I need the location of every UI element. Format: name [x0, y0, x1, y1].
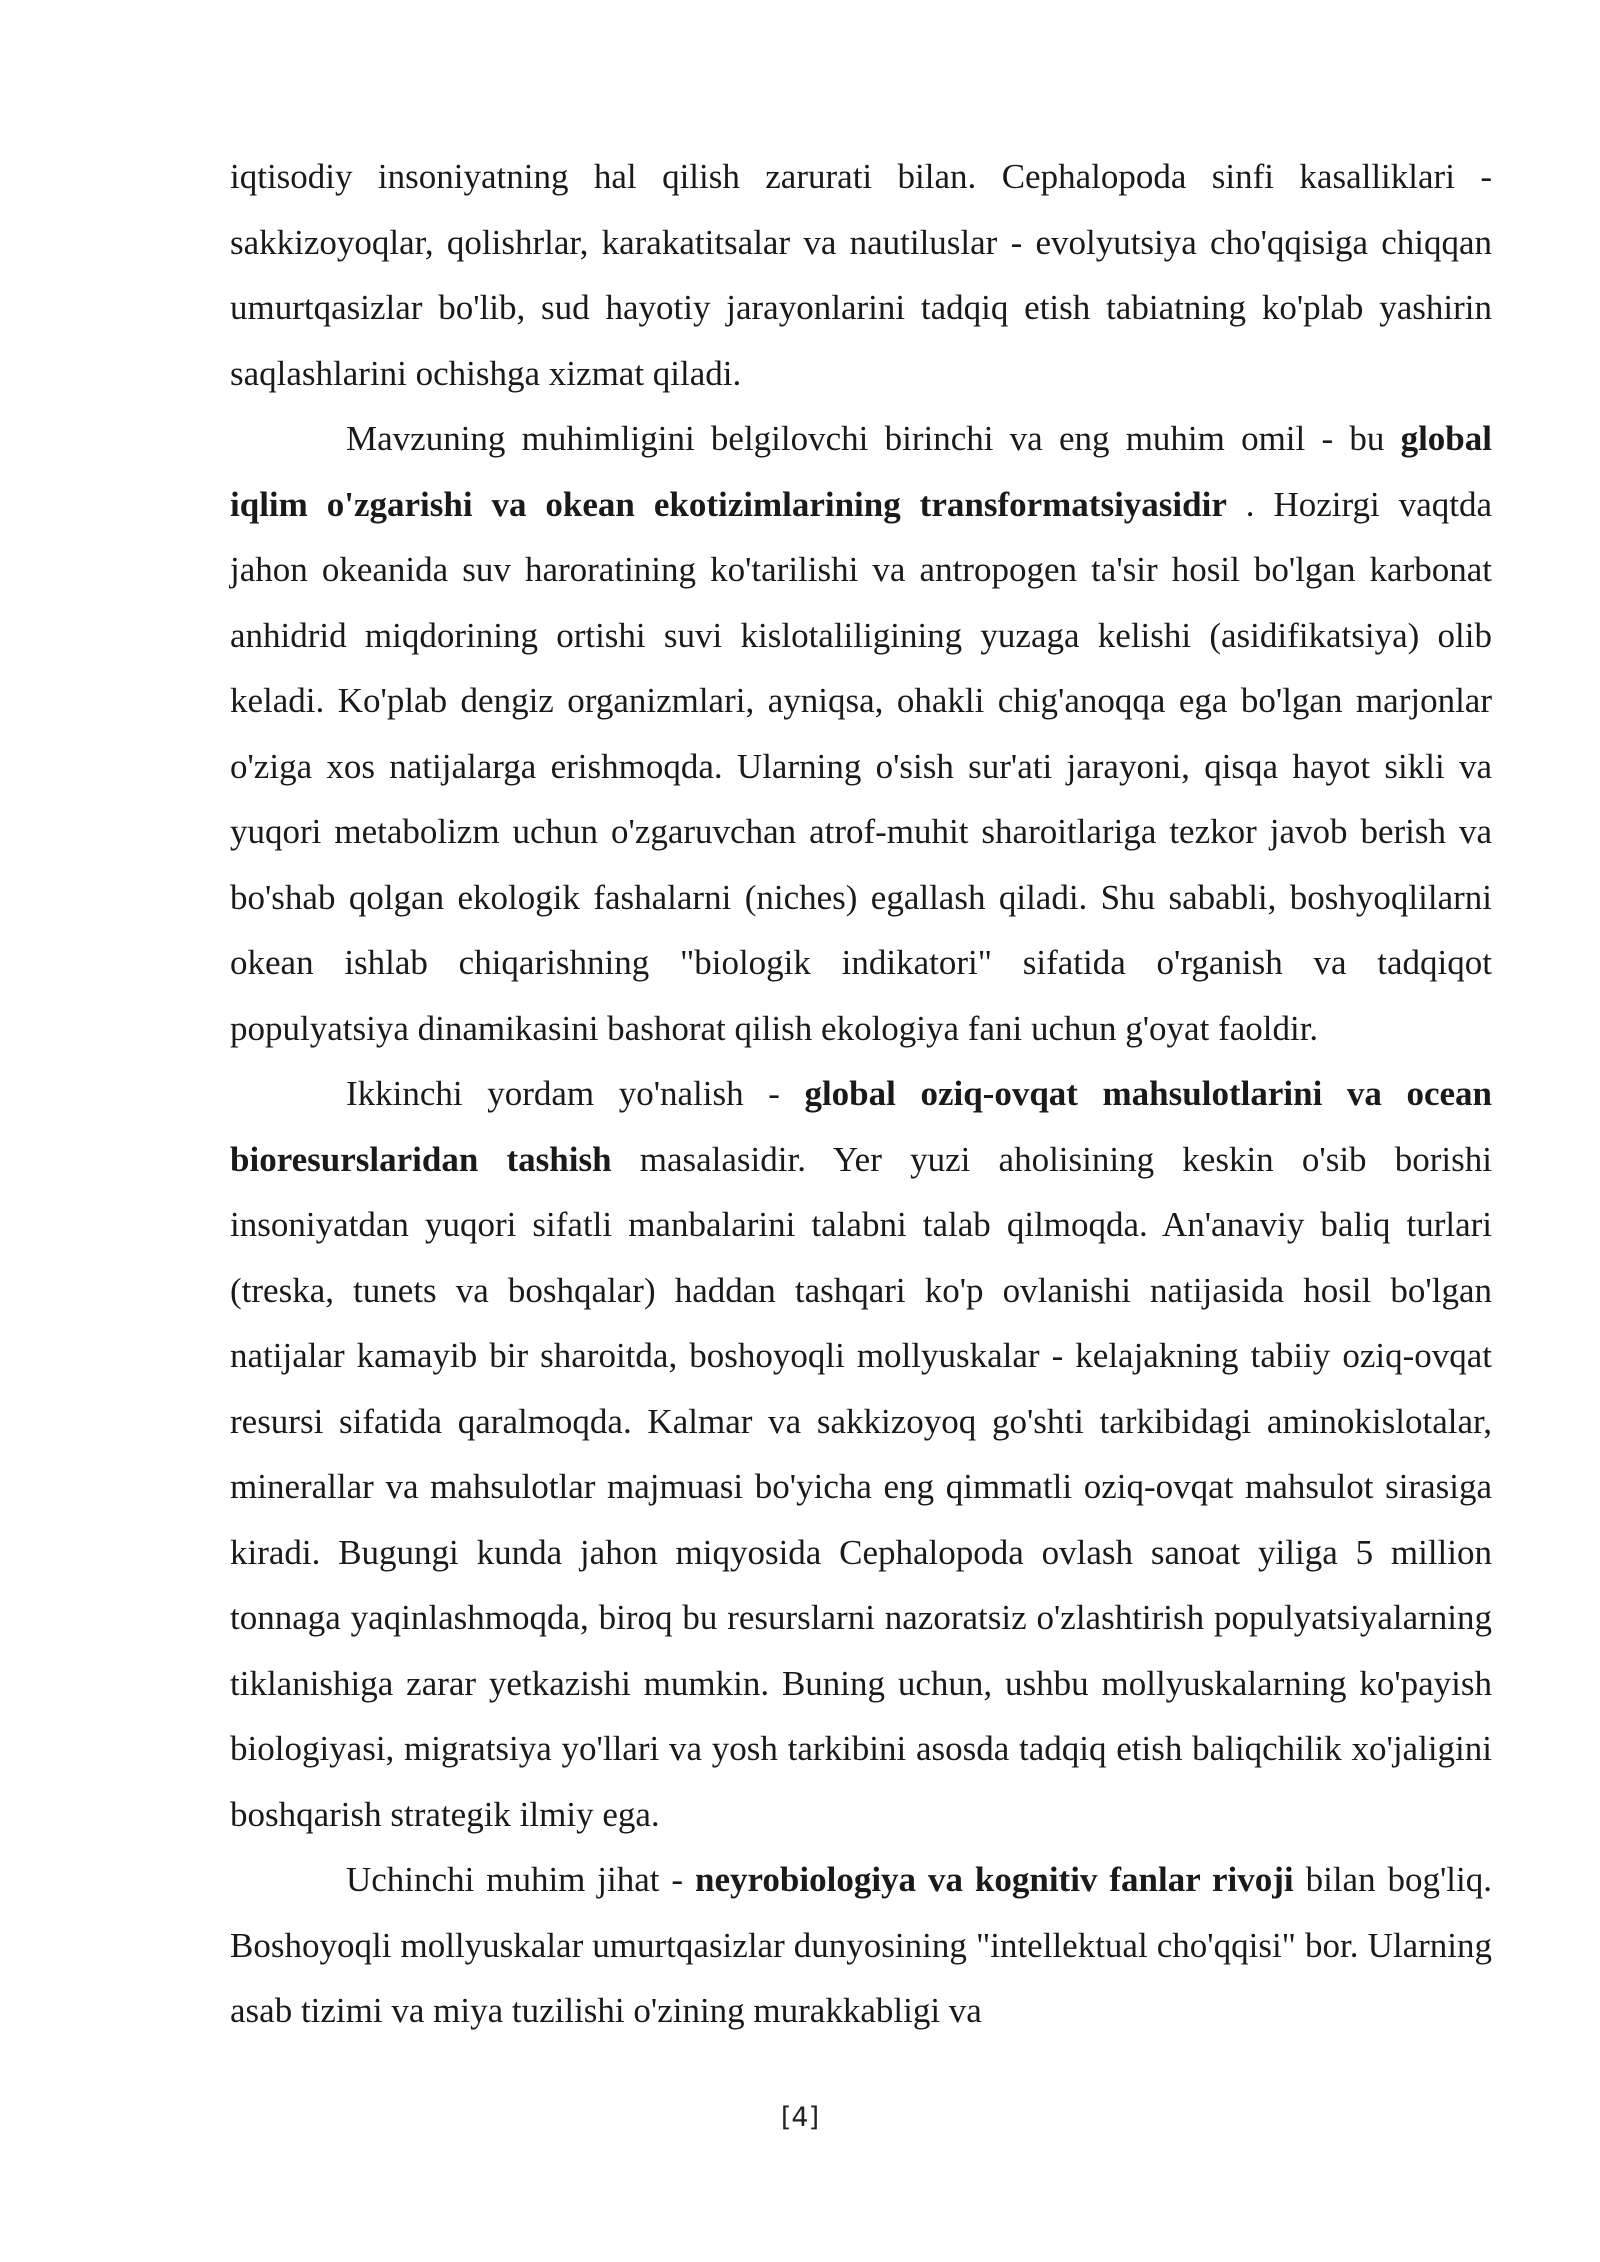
body-text	[230, 144, 1492, 2044]
paragraph-text: Ikkinchi yordam yo'nalish -	[346, 1074, 805, 1113]
emphasis-text: global iqlim o'zgarishi va okean ekotizimlarining transformatsiyasidir	[230, 419, 1492, 524]
emphasis-text: neyrobiologiya va kognitiv fanlar rivoji	[695, 1860, 1294, 1899]
paragraph-1	[230, 144, 1492, 406]
paragraph-text: masalasidir. Yer yuzi aholisining keskin o'sib borishi insoniyatdan yuqori sifatli manbalarini talabni talab qilmoqda. An'anaviy baliq turlari (treska, tunets va boshqalar) haddan tashqari ko'p ovlanishi natijasida hosil bo'lgan natijalar kamayib bir sharoitda, boshoyoqli mollyuskalar - kelajakning tabiiy oziq-ovqat resursi sifatida qaralmoqda. Kalmar va sakkizoyoq go'shti tarkibidagi aminokislotalar, minerallar va mahsulotlar majmuasi bo'yicha eng qimmatli oziq-ovqat mahsulot sirasiga kiradi. Bugungi kunda jahon miqyosida Cephalopoda ovlash sanoat yiliga 5 million tonnaga yaqinlashmoqda, biroq bu resurslarni nazoratsiz o'zlashtirish populyatsiyalarning tiklanishiga zarar yetkazishi mumkin. Buning uchun, ushbu mollyuskalarning ko'payish biologiyasi, migratsiya yo'llari va yosh tarkibini asosda tadqiq etish baliqchilik xo'jaligini boshqarish strategik ilmiy ega.	[230, 1139, 1492, 1834]
paragraph-text: iqtisodiy insoniyatning hal qilish zarurati bilan. Cephalopoda sinfi kasalliklari - sakkizoyoqlar, qolishrlar, karakatitsalar va nautiluslar - evolyutsiya cho'qqisiga chiqqan umurtqasizlar bo'lib, sud hayotiy jarayonlarini tadqiq etish tabiatning ko'plab yashirin saqlashlarini ochishga xizmat qiladi.	[230, 157, 1492, 393]
paragraph-2	[230, 406, 1492, 1061]
paragraph-text: bilan bog'liq. Boshoyoqli mollyuskalar umurtqasizlar dunyosining "intellektual cho'qqisi" bor. Ularning asab tizimi va miya tuzilishi o'zining murakkabligi va	[230, 1860, 1492, 2030]
paragraph-text: Uchinchi muhim jihat -	[346, 1860, 696, 1899]
paragraph-4	[230, 1847, 1492, 2044]
paragraph-text: Mavzuning muhimligini belgilovchi birinchi va eng muhim omil - bu	[346, 419, 1401, 458]
paragraph-3	[230, 1061, 1492, 1847]
page-number: [4]	[780, 2102, 820, 2133]
paragraph-text: . Hozirgi vaqtda jahon okeanida suv haroratining ko'tarilishi va antropogen ta'sir hosil bo'lgan karbonat anhidrid miqdorining ortishi suvi kislotaliligining yuzaga kelishi (asidifikatsiya) olib keladi. Ko'plab dengiz organizmlari, ayniqsa, ohakli chig'anoqqa ega bo'lgan marjonlar o'ziga xos natijalarga erishmoqda. Ularning o'sish sur'ati jarayoni, qisqa hayot sikli va yuqori metabolizm uchun o'zgaruvchan atrof-muhit sharoitlariga tezkor javob berish va bo'shab qolgan ekologik fashalarni (niches) egallash qiladi. Shu sababli, boshyoqlilarni okean ishlab chiqarishning "biologik indikatori" sifatida o'rganish va tadqiqot populyatsiya dinamikasini bashorat qilish ekologiya fani uchun g'oyat faoldir.	[230, 484, 1492, 1048]
emphasis-text: global oziq-ovqat mahsulotlarini va ocean bioresurslaridan tashish	[230, 1074, 1492, 1179]
